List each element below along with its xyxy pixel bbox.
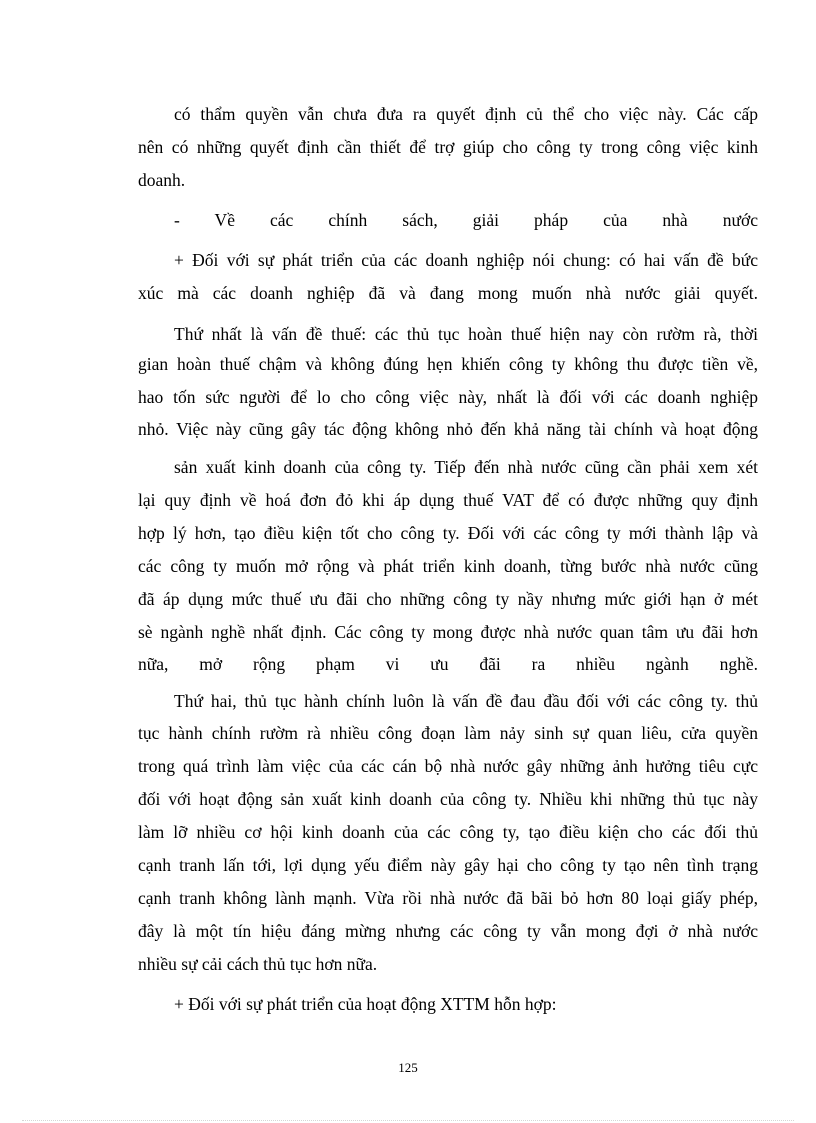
body-text-line: nhiều sự cải cách thủ tục hơn nữa. — [138, 954, 378, 974]
page-number: 125 — [398, 1060, 418, 1075]
body-text-line: đây là một tín hiệu đáng mừng nhưng các công ty vẫn mong đợi ở nhà nước — [138, 921, 758, 941]
body-text-line: trong quá trình làm việc của các cán bộ nhà nước gây những ảnh hưởng tiêu cực — [138, 756, 758, 776]
body-text-line: Thứ nhất là vấn đề thuế: các thủ tục hoàn thuế hiện nay còn rườm rà, thời — [174, 324, 758, 344]
body-text-line: Thứ hai, thủ tục hành chính luôn là vấn đề đau đầu đối với các công ty. thủ — [174, 691, 758, 711]
body-text-line: cạnh tranh lấn tới, lợi dụng yếu điểm này gây hại cho công ty tạo nên tình trạng — [138, 855, 758, 875]
body-text-line: lại quy định về hoá đơn đỏ khi áp dụng thuế VAT để có được những quy định — [138, 490, 758, 510]
body-text-line: nữa, mở rộng phạm vi ưu đãi ra nhiều ngành nghề. — [138, 654, 758, 674]
body-text-line: gian hoàn thuế chậm và không đúng hẹn khiến công ty không thu được tiền về, — [138, 354, 758, 374]
body-text-line: đã áp dụng mức thuế ưu đãi cho những công ty nầy nhưng mức giới hạn ở mét — [138, 589, 758, 609]
body-text-line: đối với hoạt động sản xuất kinh doanh của công ty. Nhiều khi những thủ tục này — [138, 789, 758, 809]
body-text-line: tục hành chính rườm rà nhiều công đoạn làm nảy sinh sự quan liêu, cửa quyền — [138, 723, 758, 743]
body-text-line: sè ngành nghề nhất định. Các công ty mong được nhà nước quan tâm ưu đãi hơn — [138, 622, 758, 642]
body-text-line: nhỏ. Việc này cũng gây tác động không nhỏ đến khả năng tài chính và hoạt động — [138, 419, 758, 439]
body-text-line: xúc mà các doanh nghiệp đã và đang mong muốn nhà nước giải quyết. — [138, 283, 758, 303]
body-text-line: hao tốn sức người để lo cho công việc này, nhất là đối với các doanh nghiệp — [138, 387, 758, 407]
body-text-line: cạnh tranh không lành mạnh. Vừa rồi nhà nước đã bãi bỏ hơn 80 loại giấy phép, — [138, 888, 758, 908]
body-text-line: có thẩm quyền vẫn chưa đưa ra quyết định củ thể cho việc này. Các cấp — [174, 104, 758, 124]
footer-divider — [22, 1120, 794, 1121]
body-text-line: sản xuất kinh doanh của công ty. Tiếp đến nhà nước cũng cần phải xem xét — [174, 457, 758, 477]
section-heading: - Về các chính sách, giải pháp của nhà nước — [174, 210, 758, 230]
body-text-line: các công ty muốn mở rộng và phát triển kinh doanh, từng bước nhà nước cũng — [138, 556, 758, 576]
body-text-line: + Đối với sự phát triển của các doanh nghiệp nói chung: có hai vấn đề bức — [174, 250, 758, 270]
body-text-line: + Đối với sự phát triển của hoạt động XTTM hỗn hợp: — [174, 994, 557, 1014]
body-text-line: doanh. — [138, 170, 186, 190]
body-text-line: nên có những quyết định cần thiết để trợ giúp cho công ty trong công việc kinh — [138, 137, 758, 157]
body-text-line: làm lỡ nhiều cơ hội kinh doanh của các công ty, tạo điều kiện cho các đối thủ — [138, 822, 758, 842]
body-text-line: hợp lý hơn, tạo điều kiện tốt cho công ty. Đối với các công ty mới thành lập và — [138, 523, 758, 543]
